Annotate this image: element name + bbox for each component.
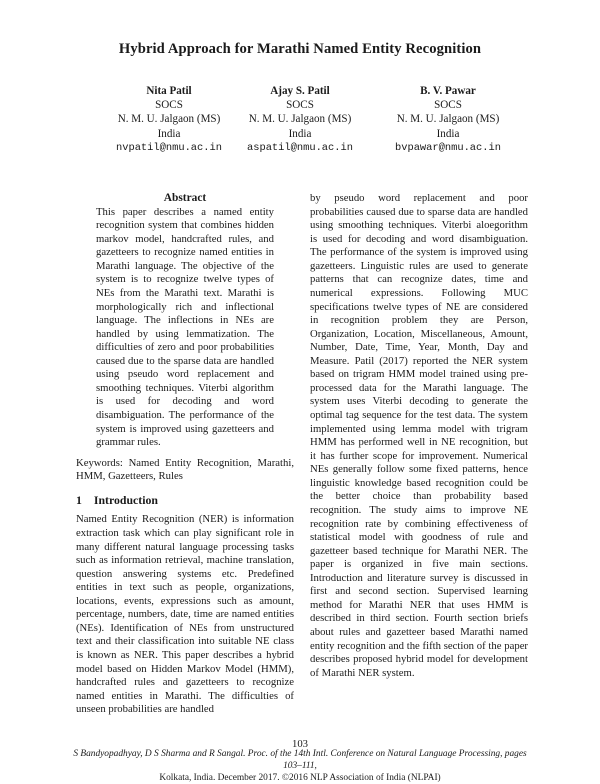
footer-citation bbox=[72, 748, 528, 784]
author-country: India bbox=[436, 127, 460, 140]
author-org: SOCS bbox=[155, 99, 183, 112]
author-name: Nita Patil bbox=[146, 85, 192, 97]
section-heading bbox=[76, 494, 294, 508]
paper-title: Hybrid Approach for Marathi Named Entity Recognition bbox=[118, 41, 482, 57]
abstract-heading: Abstract bbox=[163, 192, 207, 204]
author-email: bvpawar@nmu.ac.in bbox=[394, 141, 501, 154]
author-name: Ajay S. Patil bbox=[270, 85, 330, 97]
page-number: 103 bbox=[291, 738, 309, 750]
author-country: India bbox=[157, 127, 181, 140]
author-affiliation: N. M. U. Jalgaon (MS) bbox=[396, 113, 500, 126]
author-affiliation: N. M. U. Jalgaon (MS) bbox=[248, 113, 352, 126]
abstract-body: This paper describes a named entity recognition system that combines hidden markov model, handcrafted rules, and gazetteers to recognize named entities in Marathi language. The objective of the system is to recognize twelve types of NEs from the Marathi text. Marathi is morphologically rich and inflectional language. The inflections in NEs are handled by using lemmatization. The difficulties of zero and poor probabilities caused due to the sparse data are handled using pseudo word replacement and smoothing techniques. Viterbi algorithm is used for decoding and word disambiguation. The performance of the system is improved using gazetteers and grammar rules. bbox=[96, 205, 274, 449]
keywords: Keywords: Named Entity Recognition, Marathi, HMM, Gazetteers, Rules bbox=[76, 456, 294, 483]
author-name: B. V. Pawar bbox=[420, 85, 476, 97]
right-column bbox=[310, 192, 528, 680]
section-number: 1 bbox=[76, 492, 82, 507]
author-country: India bbox=[288, 127, 312, 140]
left-column bbox=[76, 192, 294, 717]
right-column-body: by pseudo word replacement and poor probabilities caused due to sparse data are handled using smoothing techniques. Viterbi aloegorithm is used for decoding and word disambiguation. The performance of the system is improved using gazetteers. Linguistic rules are used to generate patterns that can recognize dates, time and numerical expressions. Following MUC specifications twelve types of NE are considered in recognition problem they are Person, Organization, Location, Miscellaneous, Amount, Number, Date, Time, Year, Month, Day and Measure. Patil (2017) reported the NER system based on trigram HMM model trained using pre-processed data for the Marathi language. The system uses Viterbi decoding to generate the optimal tag sequence for the test data. The system implemented using lemma model with trigram HMM has performed well in NE recognition, but it has further scope for improvement. Numerical NEs generally follow some fixed patterns, hence linguistic knowledge based recognition could be the better choice than probability based recognition. The study aims to improve NE recognition rate by combining effectiveness of statistical model with goodness of rule and gazetteer based technique for Marathi NER. The paper is organized in five main sections. Introduction and literature survey is discussed in first and second section. Supervised learning method for Marathi NER that uses HMM is described in third section. Fourth section briefs about rules and gazetteer based Marathi named entity recognition and the fifth section of the paper describes proposed hybrid model for development of Marathi NER system. bbox=[310, 192, 528, 679]
author-org: SOCS bbox=[434, 99, 462, 112]
author-block-2 bbox=[215, 84, 385, 155]
author-affiliation: N. M. U. Jalgaon (MS) bbox=[117, 113, 221, 126]
introduction-body: Named Entity Recognition (NER) is information extraction task which can play significant role in many different natural language processing tasks such as information retrieval, machine translation, question answering systems etc. Predefined entities in text such as people, organizations, locations, events, expressions such as amount, percentage, numbers, date, time are named entities (NEs). Identification of NEs from unstructured text and their classification into suitable NE class is known as NER. This paper describes a hybrid model based on Hidden Markov Model (HMM), handcrafted rules and gazetteers to recognize named entities in Marathi. The difficulties of unseen probabilities are handled bbox=[76, 513, 294, 716]
footer-line-2: Kolkata, India. December 2017. ©2016 NLP Association of India (NLPAI) bbox=[159, 773, 441, 783]
section-title: Introduction bbox=[93, 492, 158, 507]
author-block-3 bbox=[363, 84, 533, 155]
author-email: aspatil@nmu.ac.in bbox=[246, 141, 353, 154]
author-org: SOCS bbox=[286, 99, 314, 112]
footer-line-1: S Bandyopadhyay, D S Sharma and R Sangal. Proc. of the 14th Intl. Conference on Natural Language Processing, pages 103–111, bbox=[73, 749, 527, 771]
author-email: nvpatil@nmu.ac.in bbox=[115, 141, 222, 154]
